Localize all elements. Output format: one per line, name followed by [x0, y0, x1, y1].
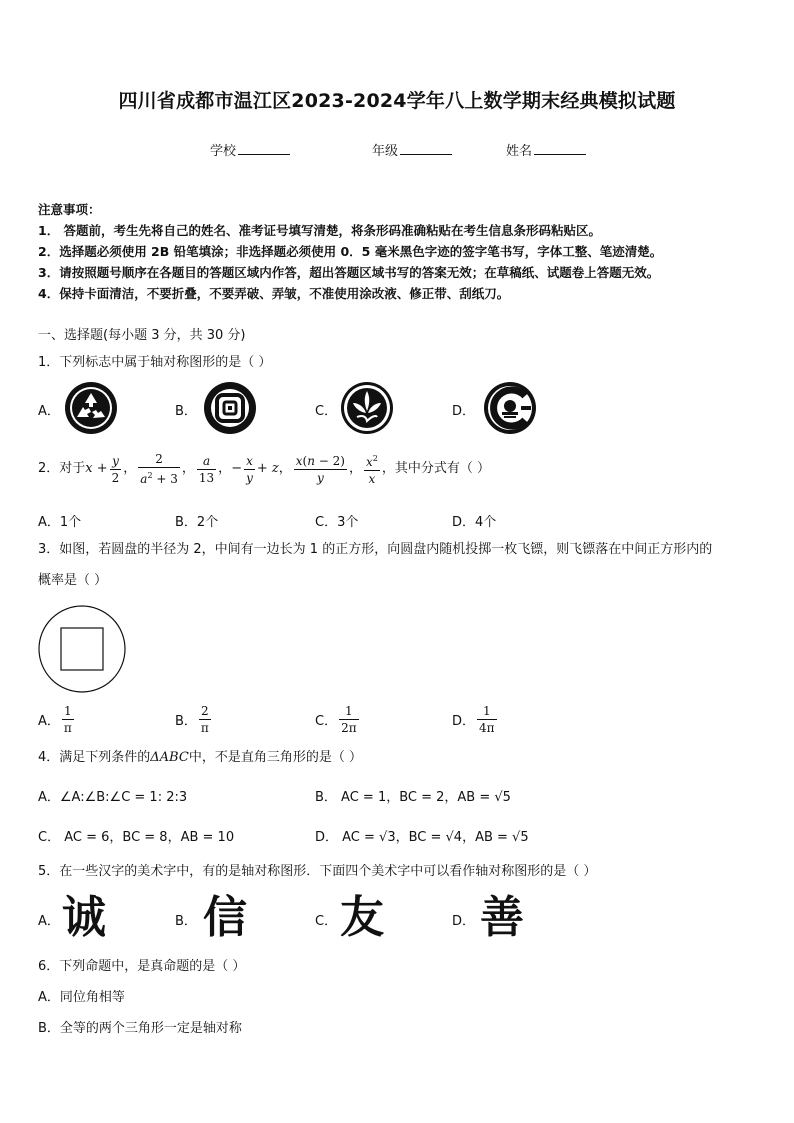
section-heading: 一、选择题(每小题 3 分，共 30 分) [38, 328, 246, 343]
q3-b-den: π [200, 721, 209, 735]
q3-c-den: 2π [341, 721, 357, 735]
expr-5: $\frac{x(n - 2)}{y}$ [295, 453, 345, 485]
grade-field [372, 140, 452, 159]
school-label: 学校 [210, 144, 237, 159]
circle-square-figure [37, 604, 127, 694]
note-item: 2．选择题必须使用 2B 铅笔填涂；非选择题必须使用 0．5 毫米黑色字迹的签字笔书写，字体工整、笔迹清楚。 [38, 244, 663, 259]
q4-option-d: D． AC = √3，BC = √4，AB = √5 [315, 830, 529, 845]
q4-option-b: B． AC = 1，BC = 2，AB = √5 [315, 790, 511, 805]
q4-stem-pre: 4．满足下列条件的 [38, 750, 151, 765]
q2-option-b: B．2个 [175, 515, 219, 530]
c-emblem-icon [483, 381, 537, 435]
q3-option-d [452, 703, 499, 736]
q5-option-a-label: A． [38, 914, 60, 929]
question-3-stem-line2: 概率是（ ） [38, 573, 108, 588]
q3-option-c-label: C． [315, 714, 338, 729]
q6-option-a: A．同位角相等 [38, 990, 125, 1005]
expr-3: $\frac{a}{13}$ [198, 453, 215, 485]
q5-option-b-label: B． [175, 914, 197, 929]
q3-option-a-label: A． [38, 714, 60, 729]
question-1-stem: 1．下列标志中属于轴对称图形的是（ ） [38, 355, 272, 370]
expr-4-tail: + z [256, 461, 279, 477]
q3-option-b [175, 703, 213, 736]
expr-1-frac: $\frac{y}{2}$ [111, 453, 120, 485]
name-field [506, 140, 586, 159]
q3-a-num: 1 [62, 703, 74, 720]
q4-triangle: ΔABC [150, 750, 189, 765]
grade-blank [400, 142, 452, 155]
q4-option-c: C． AC = 6，BC = 8，AB = 10 [38, 830, 235, 845]
q3-d-num: 1 [477, 703, 497, 720]
note-item: 4．保持卡面清洁，不要折叠，不要弄破、弄皱，不准使用涂改液、修正带、刮纸刀。 [38, 286, 510, 301]
question-2-stem: 2．对于 x + $\frac{y}{2}$ ， $\frac{2}{a^2 + 3}$ ， $\frac{a}{13}$ ， − $\frac{x}{y}$ + z ， $\frac{x(n - 2)}{y}$ ， $\frac{x^2}{x}$ ，其中分式有（ ） [38, 452, 490, 486]
q5-char-you: 友 [340, 892, 384, 943]
q2-option-a: A．1个 [38, 515, 82, 530]
page-title: 四川省成都市温江区2023-2024学年八上数学期末经典模拟试题 [118, 90, 676, 112]
note-item: 1． 答题前，考生先将自己的姓名、准考证号填写清楚，将条形码准确粘贴在考生信息条形码粘贴区。 [38, 223, 602, 238]
q5-char-xin: 信 [203, 892, 247, 943]
q2-suffix: ，其中分式有（ ） [381, 461, 490, 477]
q1-option-a-label: A． [38, 404, 60, 419]
q3-option-b-label: B． [175, 714, 197, 729]
q3-b-num: 2 [199, 703, 211, 720]
q2-option-d: D．4个 [452, 515, 497, 530]
expr-1: x + [85, 461, 108, 477]
leaf-emblem-icon [340, 381, 394, 435]
question-5-stem: 5．在一些汉字的美术字中，有的是轴对称图形．下面四个美术字中可以看作轴对称图形的是（ ） [38, 864, 597, 879]
q1-option-b-label: B． [175, 404, 197, 419]
q2-prefix: 2．对于 [38, 461, 86, 477]
q3-option-c [315, 703, 361, 736]
q3-a-den: π [63, 721, 72, 735]
notes-heading: 注意事项： [38, 202, 101, 217]
q1-option-c-label: C． [315, 404, 338, 419]
q2-option-c: C．3个 [315, 515, 359, 530]
q5-char-cheng: 诚 [62, 892, 106, 943]
expr-6: $\frac{x^2}{x}$ [364, 451, 380, 487]
q3-d-den: 4π [479, 721, 495, 735]
grade-label: 年级 [372, 144, 399, 159]
recycle-logo-icon [64, 381, 118, 435]
q6-option-b: B．全等的两个三角形一定是轴对称 [38, 1021, 242, 1036]
q4-option-a: A．∠A:∠B:∠C = 1: 2:3 [38, 790, 188, 805]
note-item: 3．请按照题号顺序在各题目的答题区域内作答，超出答题区域书写的答案无效；在草稿纸、试题卷上答题无效。 [38, 265, 660, 280]
expr-4: $\frac{x}{y}$ [246, 453, 253, 485]
expr-4-sign: − [231, 461, 243, 477]
name-blank [534, 142, 586, 155]
q4-stem-post: 中，不是直角三角形的是（ ） [188, 750, 362, 765]
q5-option-c-label: C． [315, 914, 338, 929]
q1-option-d-label: D． [452, 404, 476, 419]
q3-option-d-label: D． [452, 714, 476, 729]
school-blank [238, 142, 290, 155]
q3-c-num: 1 [339, 703, 359, 720]
question-6-stem: 6．下列命题中，是真命题的是（ ） [38, 959, 246, 974]
name-label: 姓名 [506, 144, 533, 159]
question-3-stem: 3．如图，若圆盘的半径为 2，中间有一边长为 1 的正方形，向圆盘内随机投掷一枚飞镖，则飞镖落在中间正方形内的 [38, 542, 713, 557]
school-field [210, 140, 290, 159]
q5-char-shan: 善 [480, 892, 524, 943]
bank-logo-icon [203, 381, 257, 435]
expr-2: $\frac{2}{a^2 + 3}$ [140, 452, 178, 486]
q3-option-a [38, 703, 76, 736]
q5-option-d-label: D． [452, 914, 476, 929]
question-4-stem [38, 749, 362, 767]
